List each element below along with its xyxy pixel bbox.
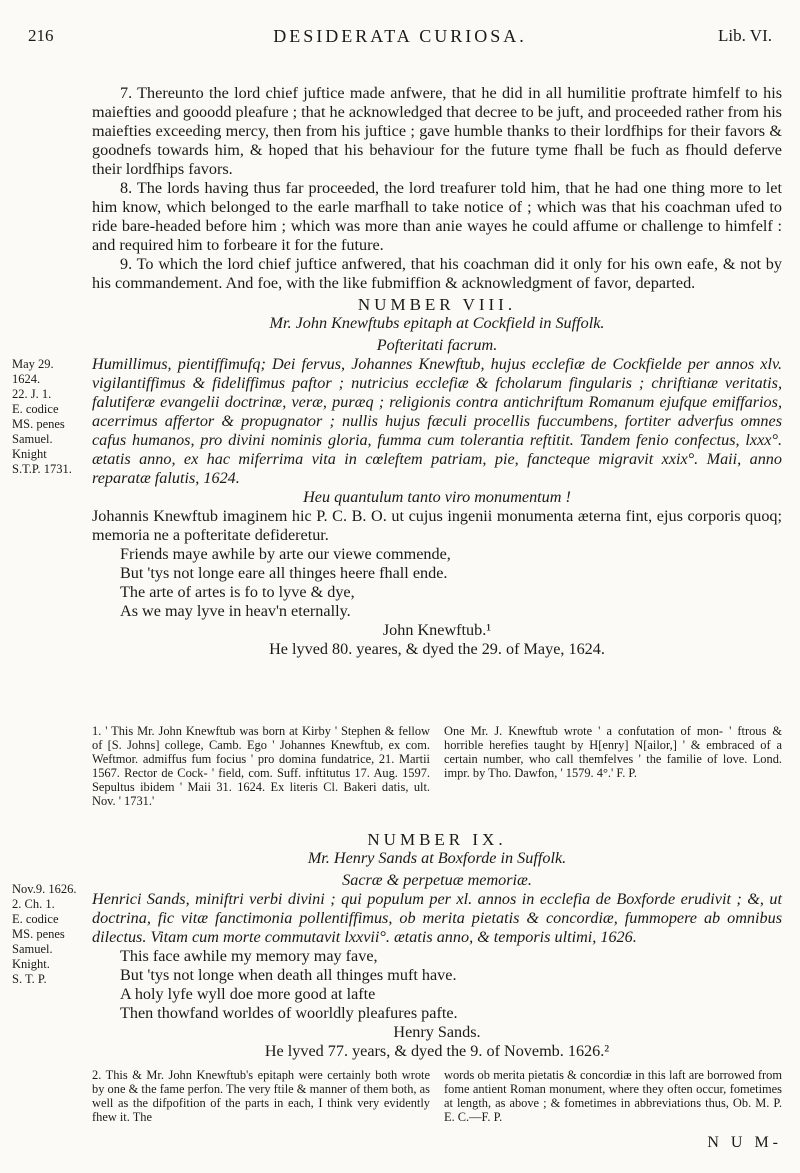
sands-epitaph-latin: Henrici Sands, miniftri verbi divini ; qui populum per xl. annos in ecclefia de Boxforde erudivit ; &, ut doctrina, fic vitæ fanctimonia pollentiffimus, ob merita pietatis & concordiæ, fummopere ab omnibus dilectus. Vitam cum morte commutavit lxxvii°. ætatis anno, & temporis ultimi, 1626. xyxy=(92,890,782,946)
verse-line: The arte of artes is fo to lyve & dye, xyxy=(120,583,355,601)
margin-note-viii xyxy=(12,357,88,477)
page-number: 216 xyxy=(28,26,54,45)
paragraph-7: 7. Thereunto the lord chief juftice made anfwere, that he did in all humilitie proftrate himfelf to his maiefties and gooodd pleafure ; that he acknowledged that decree to be juft, and proceeded rather from his maiefties exceeding mercy, then from his juftice ; gave humble thanks to their lordfhips for their favors & goodnefs towards him, & hoped that his behaviour for the future tyme fhall be fuch as fhould deferve their lordfhips favors. xyxy=(92,84,782,178)
book-label: Lib. VI. xyxy=(718,26,772,45)
paragraph-8: 8. The lords having thus far proceeded, the lord treafurer told him, that he had one thing more to let him know, which belonged to the earle marfhall to take notice of ; which was that his coachman ufed to ride bare-headed before him ; which was more than anie wayes he could affume or challenge to himfelf : and required him to forbeare it for the future. xyxy=(92,179,782,254)
body-text-upper xyxy=(92,84,782,659)
catchword: N U M- xyxy=(707,1134,782,1151)
margin-line: E. codice xyxy=(12,402,59,416)
number-viii-heading: NUMBER VIII. xyxy=(357,295,517,314)
verse-line: But 'tys not longe when death all thinges muft have. xyxy=(120,966,457,984)
verse-line: Friends maye awhile by arte our viewe commende, xyxy=(120,545,451,563)
sands-lived: He lyved 77. years, & dyed the 9. of Novemb. 1626.² xyxy=(264,1042,610,1060)
margin-line: Nov.9. 1626. xyxy=(12,882,77,896)
margin-line: Samuel. xyxy=(12,432,53,446)
footnote-1 xyxy=(92,724,782,828)
verse-line: A holy lyfe wyll doe more good at lafte xyxy=(120,985,376,1003)
footnote-2 xyxy=(92,1068,782,1130)
footnote-1-right: One Mr. J. Knewftub wrote ' a confutation of mon- ' ftrous & horrible herefies taught by H[enry] N[ailor,] ' & embraced of a certain number, who call themfelves ' the familie of love. Lond. impr. by Tho. Dawfon, ' 1579. 4°.' F. P. xyxy=(444,724,782,780)
margin-line: Samuel. xyxy=(12,942,53,956)
verse-line: But 'tys not longe eare all thinges heere fhall ende. xyxy=(120,564,448,582)
margin-line: S. T. P. xyxy=(12,972,47,986)
knewstub-lived: He lyved 80. yeares, & dyed the 29. of Maye, 1624. xyxy=(269,640,605,658)
margin-line: Knight xyxy=(12,447,47,461)
number-ix-heading: NUMBER IX. xyxy=(367,830,507,849)
footnote-1-left: 1. ' This Mr. John Knewftub was born at Kirby ' Stephen & fellow of [S. Johns] college, Camb. Ego ' Johannes Knewftub, ex com. Weftmor. admiffus fum focius ' pro domina fundatrice, 21. Martii 1567. Rector de Cock- ' field, com. Suff. inftitutus 17. Aug. 1597. Sepultus ibidem ' Maii 31. 1624. Ex literis Cl. Bakeri datis, ult. Nov. ' 1731.' xyxy=(92,724,430,808)
footnote-2-left: 2. This & Mr. John Knewftub's epitaph were certainly both wrote by one & the fame perfon. The very ftile & manner of them both, as well as the difpofition of the parts in each, I think very evidently fhew it. The xyxy=(92,1068,430,1124)
sands-verse xyxy=(92,947,782,1023)
heu-line: Heu quantulum tanto viro monumentum ! xyxy=(303,488,571,506)
margin-line: Knight. xyxy=(12,957,50,971)
margin-line: 2. Ch. 1. xyxy=(12,897,55,911)
margin-line: MS. penes xyxy=(12,927,65,941)
posteritati-line: Pofteritati facrum. xyxy=(376,336,498,354)
margin-line: S.T.P. 1731. xyxy=(12,462,72,476)
margin-line: 1624. xyxy=(12,372,41,386)
verse-line: This face awhile my memory may fave, xyxy=(120,947,378,965)
imaginem-line: Johannis Knewftub imaginem hic P. C. B. O. ut cujus ingenii monumenta æterna fint, ejus corporis quoq; memoria ne a pofteritate defideretur. xyxy=(92,507,782,544)
knewstub-verse xyxy=(92,545,782,621)
margin-line: E. codice xyxy=(12,912,59,926)
margin-line: MS. penes xyxy=(12,417,65,431)
margin-line: May 29. xyxy=(12,357,54,371)
margin-line: 22. J. 1. xyxy=(12,387,52,401)
number-ix-subtitle: Mr. Henry Sands at Boxforde in Suffolk. xyxy=(307,849,567,867)
verse-line: Then thowfand worldes of woorldly pleafures pafte. xyxy=(120,1004,458,1022)
body-text-lower xyxy=(92,830,782,1061)
footnote-2-right: words ob merita pietatis & concordiæ in this laft are borrowed from fome antient Roman monument, where they often occur, fometimes at length, as above ; & fometimes in abbreviations thus, Ob. M. P. E. C.—F. P. xyxy=(444,1068,782,1124)
number-viii-subtitle: Mr. John Knewftubs epitaph at Cockfield in Suffolk. xyxy=(269,314,605,332)
knewstub-signature: John Knewftub.¹ xyxy=(382,621,492,639)
running-header xyxy=(28,26,772,56)
knewstub-epitaph-latin: Humillimus, pientiffimufq; Dei fervus, Johannes Knewftub, hujus ecclefiæ de Cockfielde per annos xlv. vigilantiffimus & fideliffimus paftor ; nutricius ecclefiæ & fcholarum fingularis ; chriftianæ veritatis, falutiferæ evangelii doctrinæ, veræ, puræq ; religionis contra antichriftum Romanum ejufque emiffarios, acerrimus affertor & propugnator ; nullis hujus fæculi procellis fuccumbens, fortiter adverfus omnes cafus humanos, pro divini nominis gloria, fumma cum tolerantia reftitit. Tandem fenio confectus, lxxx°. ætatis anno, ex hac miferrima vita in cœleftem patriam, pie, fancteque migravit xxix°. Maii, anno reparatæ falutis, 1624. xyxy=(92,355,782,487)
paragraph-9: 9. To which the lord chief juftice anfwered, that his coachman did it only for his own eafe, & not by his commandement. And foe, with the like fubmiffion & acknowledgment of favor, departed. xyxy=(92,255,782,292)
sands-signature: Henry Sands. xyxy=(393,1023,481,1041)
verse-line: As we may lyve in heav'n eternally. xyxy=(120,602,351,620)
sacrae-line: Sacræ & perpetuæ memoriæ. xyxy=(342,871,532,889)
running-title: DESIDERATA CURIOSA. xyxy=(273,26,527,46)
margin-note-ix xyxy=(12,882,88,987)
